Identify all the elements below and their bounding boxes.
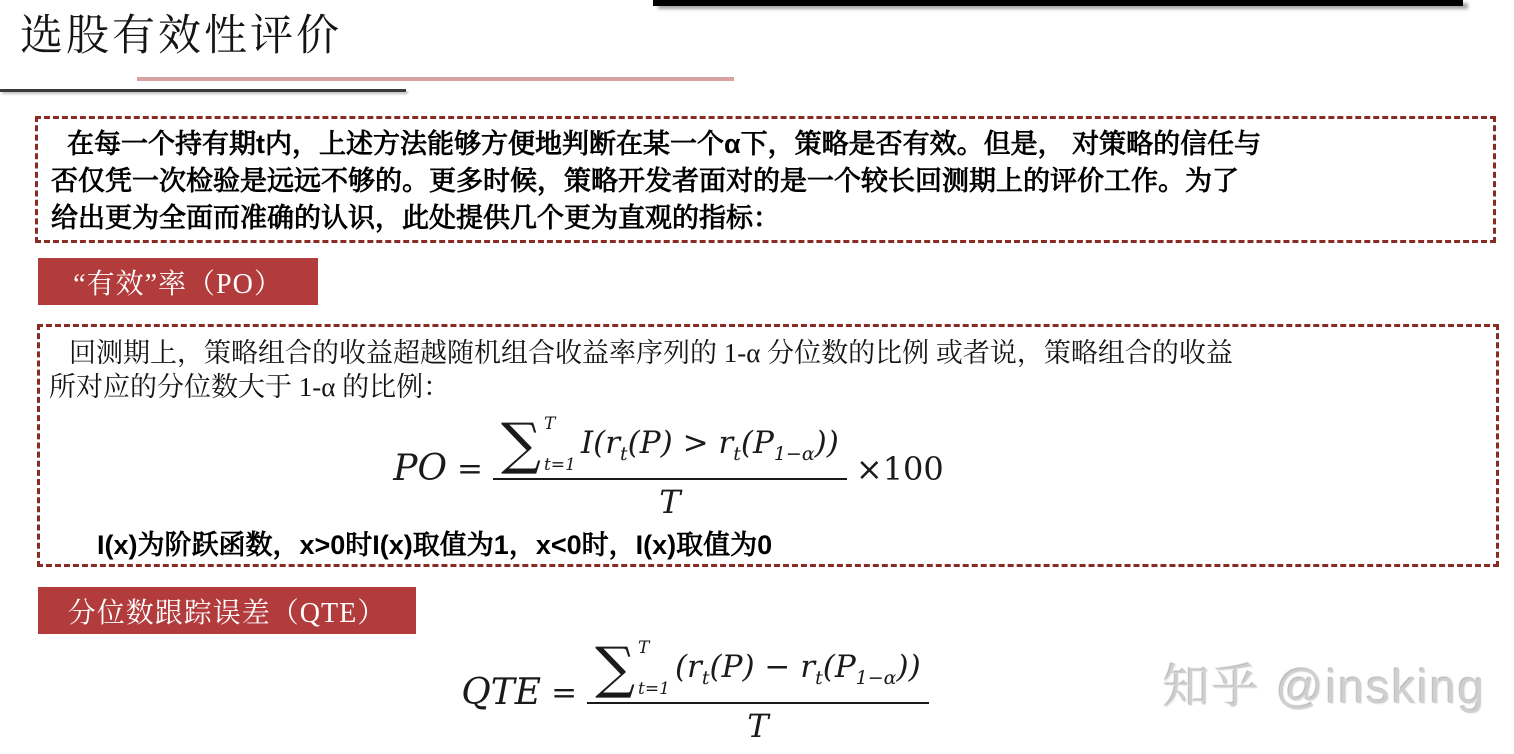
- intro-box: [35, 116, 1496, 243]
- slide-title: 选股有效性评价: [20, 13, 342, 60]
- po-desc-line-2: 所对应的分位数大于 1-α 的比例：: [49, 372, 451, 402]
- qte-formula: QTE = ∑ T t=1 $(r_t(P) - r_t(P_{1-\alpha}))$ T: [461, 640, 928, 745]
- title-underline-pink: [137, 77, 734, 81]
- intro-line-1: 在每一个持有期t内，上述方法能够方便地判断在某一个α下，策略是否有效。但是， 对策略的信任与: [67, 129, 1262, 159]
- po-desc-line-1: 回测期上，策略组合的收益超越随机组合收益率序列的 1-α 分位数的比例 或者说，策略组合的收益: [69, 338, 1233, 368]
- watermark: 知乎 @insking: [1162, 660, 1486, 713]
- po-box: [37, 324, 1499, 567]
- title-underline-dark: [0, 89, 406, 92]
- qte-badge: 分位数跟踪误差（QTE）: [38, 587, 416, 634]
- step-function-note: I(x)为阶跃函数，x>0时I(x)取值为1，x<0时，I(x)取值为0: [97, 530, 773, 560]
- po-badge: “有效”率（PO）: [38, 258, 318, 305]
- intro-line-2: 否仅凭一次检验是远远不够的。更多时候，策略开发者面对的是一个较长回测期上的评价工作。为了: [51, 166, 1239, 196]
- po-formula: PO = ∑ T t=1 $I(r_t(P) > r_t(P_{1-\alpha}))$ T ×100: [393, 412, 944, 521]
- intro-line-3: 给出更为全面而准确的认识，此处提供几个更为直观的指标：: [51, 203, 780, 233]
- top-accent-bar: [653, 0, 1463, 6]
